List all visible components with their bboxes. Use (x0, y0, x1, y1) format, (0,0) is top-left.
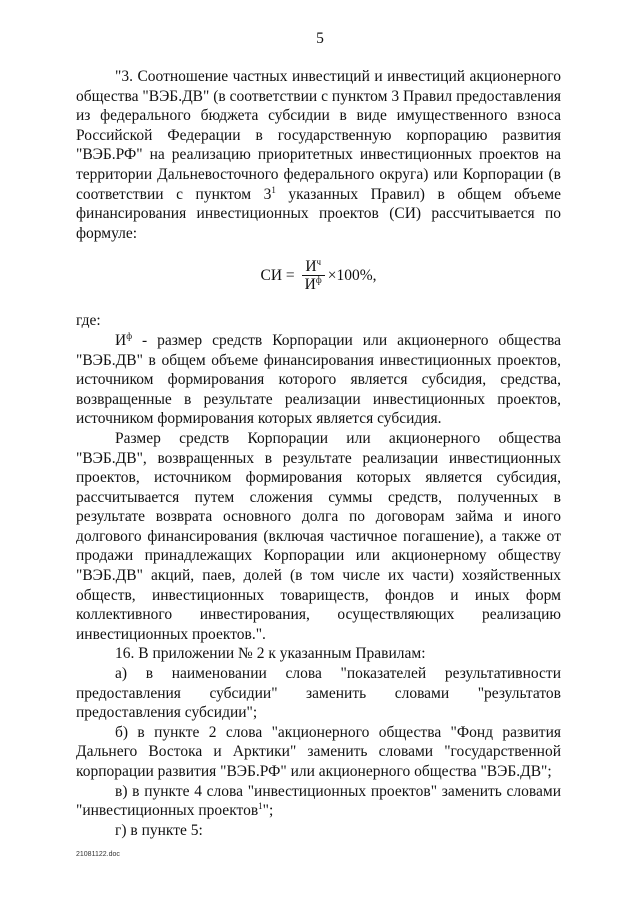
footer-doc-id: 21081122.doc (76, 851, 120, 858)
paragraph-definition (76, 331, 561, 429)
paragraph-item-16: 16. В приложении № 2 к указанным Правилам: (115, 645, 426, 663)
paragraph-where: где: (76, 312, 101, 330)
paragraph-size-calculation: Размер средств Корпорации или акционерного общества "ВЭБ.ДВ", возвращенных в результате реализации инвестиционных проектов, источником формирования которых является субсидия, рассчитывается путем сложения суммы средств, полученных в результате возврата основного долга по договорам займа и иного долгового финансирования (включая частичное погашение), а также от продажи принадлежащих Корпорации или акционерному обществу "ВЭБ.ДВ" акций, паев, долей (в том числе их части) хозяйственных обществ, инвестиционных товариществ, фондов и иных форм коллективного инвестирования, осуществляющих реализацию инвестиционных проектов.". (76, 429, 561, 643)
subitem-b: б) в пункте 2 слова "акционерного общества "Фонд развития Дальнего Востока и Арктики" заменить словами "государственной корпорации развития "ВЭБ.РФ" или акционерного общества "ВЭБ.ДВ"; (76, 723, 561, 780)
subitem-v (76, 782, 561, 821)
paragraph-section-3 (76, 67, 561, 243)
numerator-symbol: И (305, 257, 317, 275)
superscript-marker: 1 (258, 801, 263, 812)
subitem-a: а) в наименовании слова "показателей результативности предоставления субсидии" заменить словами "результатов предоставления субсидии"; (76, 665, 561, 722)
formula-denominator (302, 276, 325, 293)
subitem-v-text: в) в пункте 4 слова "инвестиционных проектов" заменить словами "инвестиционных проектов (76, 782, 561, 820)
paragraph-text: "3. Соотношение частных инвестиций и инвестиций акционерного общества "ВЭБ.ДВ" (в соответствии с пунктом 3 Правил предоставления из федерального бюджета субсидии в виде имущественного взноса Российской Федерации в государственную корпорацию развития "ВЭБ.РФ" на реализацию приоритетных инвестиционных проектов на территории Дальневосточного федерального округа) или Корпорации (в соответствии с пунктом 3 (76, 68, 561, 203)
paragraph-text-tail: указанных Правил) в общем объеме финансирования инвестиционных проектов (СИ) рассчитывается по формуле: (76, 185, 561, 242)
denominator-superscript: ф (315, 274, 322, 285)
definition-text: - размер средств Корпорации или акционерного общества "ВЭБ.ДВ" в общем объеме финансирования инвестиционных проектов, источником формирования которого является субсидия, средства, возвращенные в результате реализации инвестиционных проектов, источником формирования которых является субсидия. (76, 331, 561, 428)
page-number: 5 (316, 30, 324, 47)
subitem-v-tail: "; (262, 802, 274, 820)
formula (76, 249, 561, 301)
formula-fraction (302, 258, 325, 293)
definition-superscript: ф (126, 330, 133, 341)
superscript-marker: 1 (271, 184, 276, 195)
definition-symbol: И (115, 331, 127, 349)
document-body (76, 67, 561, 840)
subitem-g: г) в пункте 5: (115, 821, 203, 839)
formula-lhs: СИ = (260, 266, 295, 284)
formula-rhs: ×100%, (327, 266, 377, 284)
formula-numerator (302, 258, 324, 275)
numerator-superscript: ч (316, 256, 322, 267)
denominator-symbol: И (304, 275, 316, 293)
